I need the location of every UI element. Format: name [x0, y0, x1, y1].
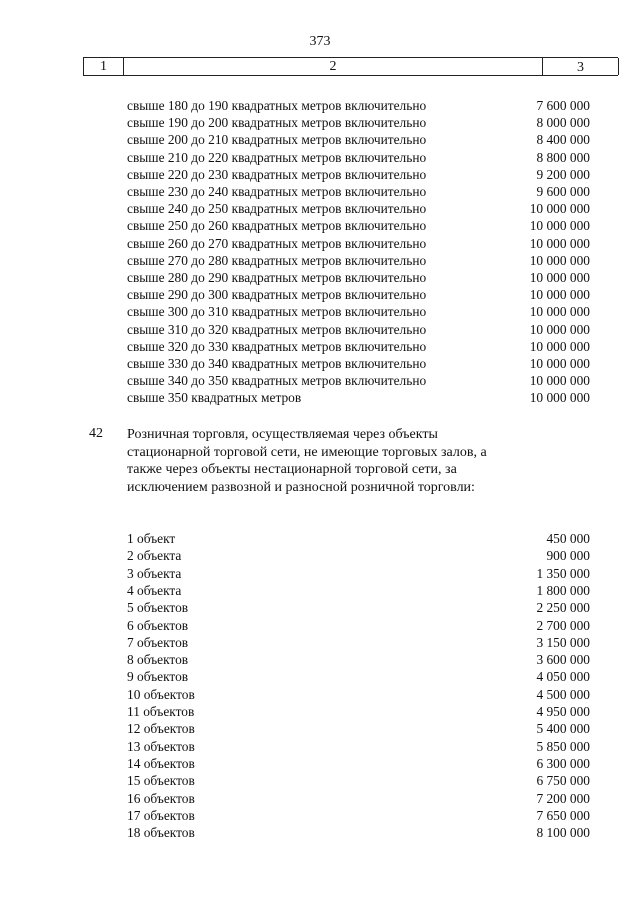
table-row — [0, 252, 640, 269]
table-row — [0, 772, 640, 789]
row-description: свыше 230 до 240 квадратных метров включительно — [127, 184, 427, 199]
page-number: 373 — [309, 34, 331, 49]
row-description: 14 объектов — [127, 755, 195, 771]
item-description: Розничная торговля, осуществляемая через объекты стационарной торговой сети, не имеющие торговых залов, а также через объекты нестационарной торговой сети, за исключением развозной и разносной розничной торговли: — [127, 427, 487, 495]
row-value: 8 400 000 — [536, 132, 590, 148]
table-row — [0, 686, 640, 703]
row-description: свыше 200 до 210 квадратных метров включительно — [127, 132, 427, 148]
row-description: свыше 220 до 230 квадратных метров включительно — [127, 166, 427, 182]
row-description: 4 объекта — [127, 582, 182, 598]
row-description: 8 объектов — [127, 652, 189, 668]
row-value: 1 800 000 — [536, 582, 590, 598]
row-value: 7 200 000 — [536, 790, 590, 806]
row-description: 13 объектов — [127, 738, 195, 754]
table-row — [0, 565, 640, 582]
row-description: свыше 190 до 200 квадратных метров включительно — [127, 115, 427, 131]
table-row — [0, 651, 640, 668]
row-value: 9 600 000 — [536, 184, 590, 199]
row-description: 3 объекта — [127, 565, 182, 581]
table-row — [0, 338, 640, 355]
table-row — [0, 634, 640, 651]
table-row — [0, 217, 640, 234]
item-number: 42 — [89, 426, 103, 441]
row-description: свыше 180 до 190 квадратных метров включительно — [127, 98, 427, 113]
header-col-1: 1 — [83, 58, 123, 75]
row-value: 5 850 000 — [536, 738, 590, 754]
table-row — [0, 582, 640, 599]
table-row — [0, 547, 640, 564]
table-row — [0, 303, 640, 320]
header-col-3: 3 — [542, 58, 619, 75]
row-description: 10 объектов — [127, 686, 195, 702]
row-value: 10 000 000 — [529, 270, 590, 285]
table-row — [0, 131, 640, 148]
row-value: 4 050 000 — [536, 669, 590, 685]
row-value: 7 650 000 — [536, 807, 590, 823]
row-description: 1 объект — [127, 531, 176, 546]
row-value: 10 000 000 — [529, 390, 590, 406]
row-description: 6 объектов — [127, 617, 189, 633]
row-value: 10 000 000 — [529, 287, 590, 303]
table-row — [0, 372, 640, 389]
row-value: 10 000 000 — [529, 338, 590, 354]
row-description: свыше 300 до 310 квадратных метров включительно — [127, 304, 427, 320]
row-value: 8 800 000 — [536, 149, 590, 165]
row-description: свыше 320 до 330 квадратных метров включительно — [127, 338, 427, 354]
row-description: свыше 290 до 300 квадратных метров включительно — [127, 287, 427, 303]
row-value: 8 100 000 — [536, 825, 590, 841]
row-value: 6 300 000 — [536, 755, 590, 771]
table-row — [0, 668, 640, 685]
row-description: 11 объектов — [127, 704, 195, 719]
row-value: 10 000 000 — [529, 321, 590, 337]
table-row — [0, 149, 640, 166]
table-row — [0, 269, 640, 286]
row-description: свыше 260 до 270 квадратных метров включительно — [127, 235, 427, 251]
row-description: 5 объектов — [127, 600, 189, 616]
table-row — [0, 720, 640, 737]
table-row — [0, 824, 640, 841]
table-row — [0, 617, 640, 634]
table-row — [0, 355, 640, 372]
row-value: 10 000 000 — [529, 373, 590, 389]
table-row — [0, 389, 640, 406]
row-description: 15 объектов — [127, 773, 195, 789]
table-row — [0, 530, 640, 547]
row-description: свыше 350 квадратных метров — [127, 390, 302, 406]
row-value: 10 000 000 — [529, 304, 590, 320]
row-value: 3 150 000 — [536, 634, 590, 650]
row-description: свыше 240 до 250 квадратных метров включительно — [127, 201, 427, 217]
row-description: 17 объектов — [127, 807, 195, 823]
table-row — [0, 166, 640, 183]
row-description: свыше 280 до 290 квадратных метров включительно — [127, 270, 427, 285]
row-value: 450 000 — [546, 531, 590, 546]
row-value: 2 250 000 — [536, 600, 590, 616]
table-row — [0, 790, 640, 807]
table-row — [0, 235, 640, 252]
row-value: 4 950 000 — [536, 704, 590, 719]
table-row — [0, 599, 640, 616]
header-col-2: 2 — [123, 58, 542, 75]
row-value: 9 200 000 — [536, 166, 590, 182]
row-description: свыше 250 до 260 квадратных метров включительно — [127, 218, 427, 234]
row-description: 9 объектов — [127, 669, 189, 685]
table-row — [0, 183, 640, 200]
row-value: 5 400 000 — [536, 721, 590, 737]
row-value: 10 000 000 — [529, 252, 590, 268]
row-value: 10 000 000 — [529, 218, 590, 234]
table-row — [0, 807, 640, 824]
row-value: 10 000 000 — [529, 235, 590, 251]
row-value: 3 600 000 — [536, 652, 590, 668]
table-row — [0, 200, 640, 217]
row-value: 4 500 000 — [536, 686, 590, 702]
row-description: 2 объекта — [127, 548, 182, 564]
table-row — [0, 755, 640, 772]
row-description: 12 объектов — [127, 721, 195, 737]
table-row — [0, 738, 640, 755]
row-value: 2 700 000 — [536, 617, 590, 633]
row-value: 10 000 000 — [529, 201, 590, 217]
row-description: свыше 210 до 220 квадратных метров включительно — [127, 149, 427, 165]
row-description: 18 объектов — [127, 825, 195, 841]
row-value: 7 600 000 — [536, 98, 590, 113]
row-description: свыше 310 до 320 квадратных метров включительно — [127, 321, 427, 337]
table-row — [0, 97, 640, 114]
table-row — [0, 321, 640, 338]
row-description: 16 объектов — [127, 790, 195, 806]
row-value: 900 000 — [546, 548, 590, 564]
table-header — [83, 57, 618, 76]
table-row — [0, 286, 640, 303]
row-description: свыше 340 до 350 квадратных метров включительно — [127, 373, 427, 389]
table-row — [0, 114, 640, 131]
row-description: 7 объектов — [127, 634, 189, 650]
row-value: 1 350 000 — [536, 565, 590, 581]
row-description: свыше 270 до 280 квадратных метров включительно — [127, 252, 427, 268]
row-description: свыше 330 до 340 квадратных метров включительно — [127, 356, 427, 371]
row-value: 6 750 000 — [536, 773, 590, 789]
row-value: 10 000 000 — [529, 356, 590, 371]
row-value: 8 000 000 — [536, 115, 590, 131]
table-row — [0, 703, 640, 720]
